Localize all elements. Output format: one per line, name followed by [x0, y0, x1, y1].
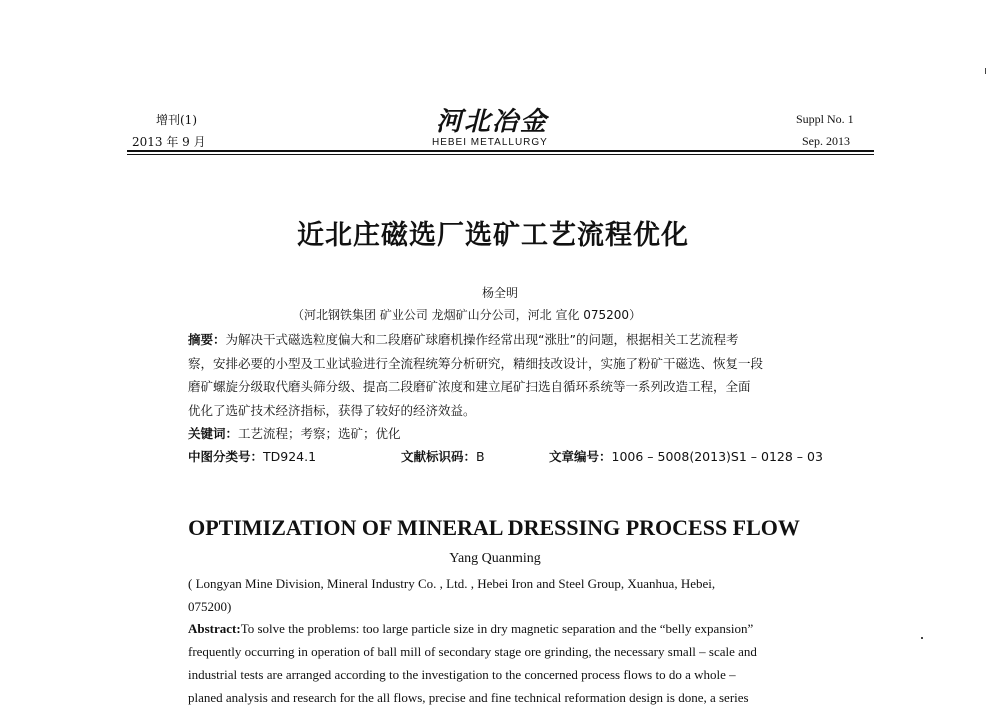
abstract-cn-line-3: 磨矿螺旋分级取代磨头筛分级、提高二段磨矿浓度和建立尾矿扫选自循环系统等一系列改造工程，全面 — [188, 379, 751, 394]
abstract-en-line-3: industrial tests are arranged according to the investigation to the concerned process flows to do a whole – — [188, 667, 736, 682]
classification-number — [188, 447, 316, 465]
abstract-en-line-2: frequently occurring in operation of ball mill of secondary stage ore grinding, the necessary small – scale and — [188, 644, 757, 659]
abstract-cn-line-4: 优化了选矿技术经济指标，获得了较好的经济效益。 — [188, 403, 476, 418]
article-title-en: OPTIMIZATION OF MINERAL DRESSING PROCESS FLOW — [188, 515, 800, 540]
issue-en: Suppl No. 1 — [796, 112, 854, 126]
keywords-cn — [188, 424, 401, 442]
article-number-value: 1006 – 5008(2013)S1 – 0128 – 03 — [611, 449, 823, 464]
author-en: Yang Quanming — [449, 551, 541, 566]
abstract-cn-line-2: 察，安排必要的小型及工业试验进行全流程统筹分析研究，精细技改设计，实施了粉矿干磁选、恢复一段 — [188, 356, 764, 371]
date-cn: 2013 年 9 月 — [132, 135, 206, 149]
abstract-en-text-1: To solve the problems: too large particle size in dry magnetic separation and the “belly expansion” — [240, 621, 754, 636]
abstract-cn-line-1 — [188, 330, 738, 348]
abstract-en-line-4: planed analysis and research for the all flows, precise and fine technical reformation design is done, a series — [188, 690, 749, 705]
classification-value: TD924.1 — [263, 449, 317, 464]
journal-logo-cn: 河北冶金 — [436, 107, 549, 137]
scan-mark — [985, 68, 986, 74]
document-code-label: 文献标识码： — [401, 449, 477, 464]
date-en: Sep. 2013 — [802, 134, 850, 148]
affiliation-cn: （河北钢铁集团 矿业公司 龙烟矿山分公司，河北 宣化 075200） — [292, 308, 642, 322]
header-rule-thick — [127, 150, 874, 152]
keywords-cn-label: 关键词： — [188, 426, 239, 441]
article-title-cn: 近北庄磁选厂选矿工艺流程优化 — [297, 220, 689, 251]
document-code — [401, 447, 485, 465]
document-code-value: B — [476, 449, 485, 464]
classification-label: 中图分类号： — [188, 449, 264, 464]
header-rule-thin — [127, 154, 874, 155]
abstract-cn-label: 摘要： — [188, 332, 226, 347]
scan-mark — [921, 637, 923, 639]
abstract-en-label: Abstract: — [188, 621, 241, 636]
issue-cn: 增刊(1) — [156, 113, 197, 127]
article-number — [549, 447, 823, 465]
affiliation-en-line-2: 075200) — [188, 599, 232, 614]
keywords-cn-text: 工艺流程；考察；选矿；优化 — [238, 426, 401, 441]
abstract-cn-text-1: 为解决干式磁选粒度偏大和二段磨矿球磨机操作经常出现“涨肚”的问题，根据相关工艺流程考 — [225, 332, 739, 347]
abstract-en-line-1 — [188, 621, 753, 637]
author-cn: 杨全明 — [481, 286, 518, 300]
article-number-label: 文章编号： — [549, 449, 612, 464]
journal-name-en: HEBEI METALLURGY — [432, 137, 548, 148]
affiliation-en-line-1: ( Longyan Mine Division, Mineral Industry Co. , Ltd. , Hebei Iron and Steel Group, Xuanhua, Hebei, — [188, 576, 716, 591]
